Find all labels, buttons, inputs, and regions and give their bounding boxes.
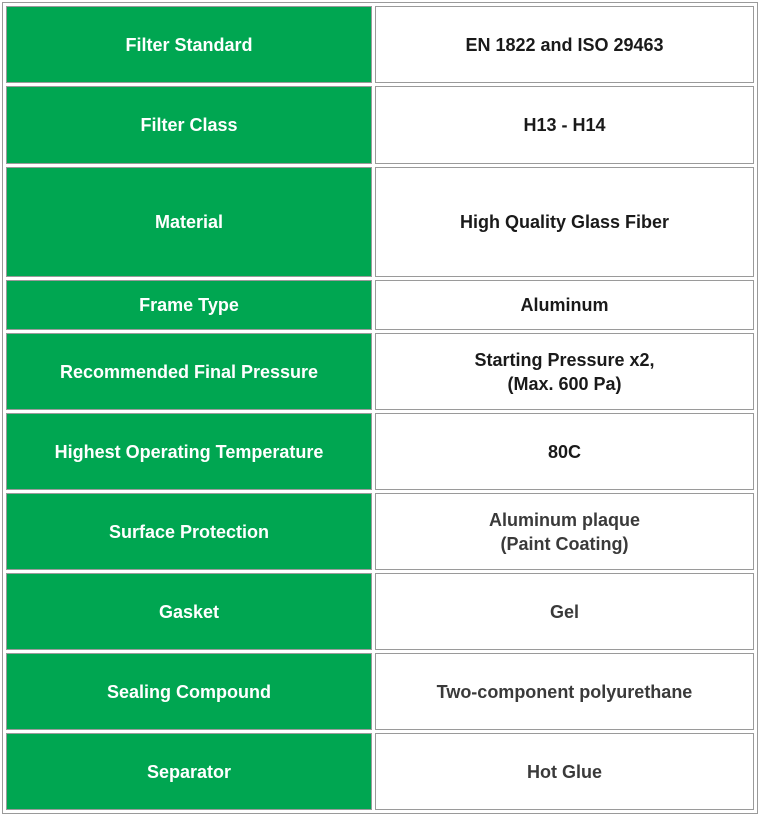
row-value — [375, 493, 754, 570]
row-label: Filter Class — [6, 86, 372, 164]
row-label: Highest Operating Temperature — [6, 413, 372, 490]
row-value-line: H13 - H14 — [523, 115, 606, 135]
row-label: Recommended Final Pressure — [6, 333, 372, 410]
row-value-line: Two-component polyurethane — [436, 681, 693, 702]
spec-table — [2, 2, 758, 814]
row-value — [375, 280, 754, 330]
table-row — [6, 167, 754, 277]
row-value — [375, 653, 754, 730]
row-value-line: 80C — [547, 441, 582, 462]
row-value-line: (Max. 600 Pa) — [507, 373, 622, 394]
row-label: Separator — [6, 733, 372, 810]
table-row — [6, 86, 754, 164]
table-row — [6, 493, 754, 570]
row-value — [375, 733, 754, 810]
table-row — [6, 6, 754, 83]
row-label: Sealing Compound — [6, 653, 372, 730]
table-row — [6, 333, 754, 410]
row-value — [375, 86, 754, 164]
row-label: Frame Type — [6, 280, 372, 330]
table-row — [6, 280, 754, 330]
row-label: Gasket — [6, 573, 372, 650]
row-value — [375, 167, 754, 277]
row-value-line: Gel — [549, 601, 579, 622]
table-row — [6, 733, 754, 810]
row-value-line: EN 1822 and ISO 29463 — [465, 34, 664, 55]
row-value — [375, 573, 754, 650]
row-value-line: Starting Pressure x2, — [474, 349, 655, 370]
row-label: Filter Standard — [6, 6, 372, 83]
table-row — [6, 653, 754, 730]
row-value — [375, 6, 754, 83]
row-value-line: (Paint Coating) — [500, 533, 629, 554]
row-value — [375, 413, 754, 490]
row-value-line: Hot Glue — [527, 761, 602, 782]
row-value-line: Aluminum — [520, 295, 609, 315]
row-label: Material — [6, 167, 372, 277]
row-value-line: High Quality Glass Fiber — [459, 212, 670, 232]
row-value-line: Aluminum plaque — [488, 509, 640, 530]
row-label: Surface Protection — [6, 493, 372, 570]
table-row — [6, 413, 754, 490]
table-row — [6, 573, 754, 650]
row-value — [375, 333, 754, 410]
